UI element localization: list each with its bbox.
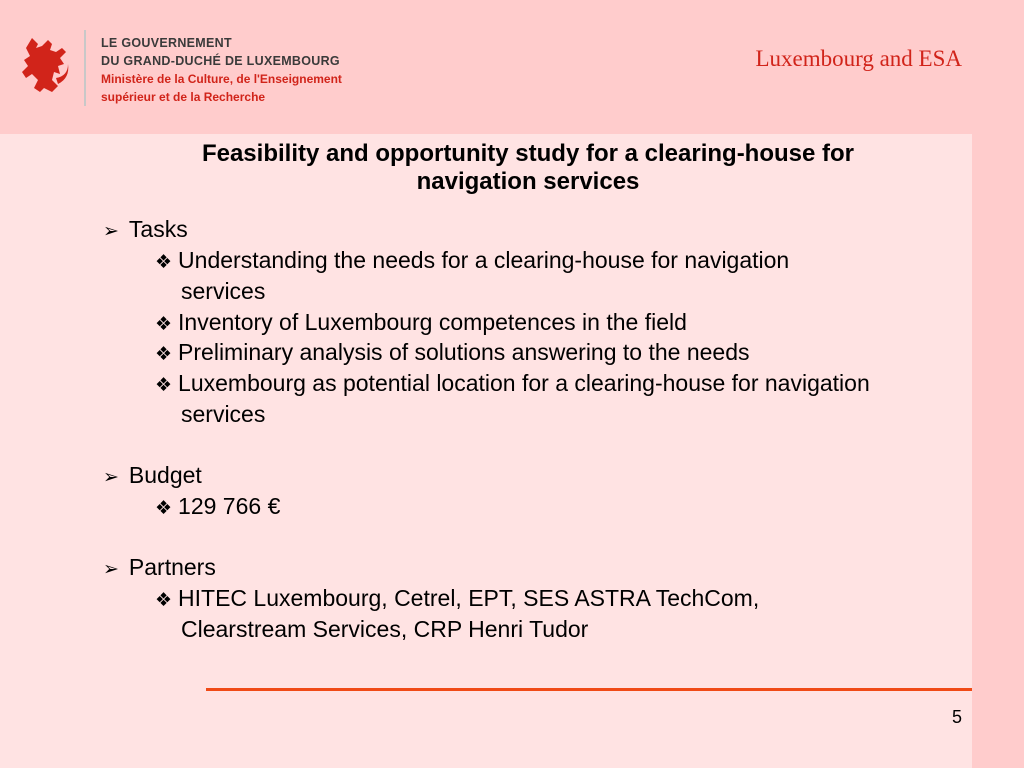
gov-line-1: LE GOUVERNEMENT [101, 36, 232, 50]
arrow-bullet-icon: ➢ [103, 221, 119, 242]
ministry-line-1: Ministère de la Culture, de l'Enseignement [101, 72, 342, 86]
partners-line-1: HITEC Luxembourg, Cetrel, EPT, SES ASTRA TechCom, [178, 585, 760, 611]
slide-title-line-1: Feasibility and opportunity study for a clearing-house for [201, 140, 855, 167]
red-lion-icon [18, 34, 72, 96]
partners-label: Partners [128, 554, 216, 580]
task-4-line-2: services [181, 401, 266, 427]
page-number: 5 [951, 707, 962, 727]
footer-divider [206, 688, 972, 691]
header-divider [84, 30, 86, 106]
arrow-bullet-icon: ➢ [103, 559, 119, 580]
slide-header [0, 0, 1024, 134]
bullet-tasks [103, 214, 188, 247]
bullet-partners [103, 552, 216, 585]
task-1-line-2: services [181, 278, 266, 304]
partners-line-2: Clearstream Services, CRP Henri Tudor [181, 616, 589, 642]
budget-value: 129 766 € [178, 493, 281, 519]
sub-bullet-task-1 [155, 245, 789, 278]
diamond-bullet-icon: ❖ [155, 344, 173, 365]
bullet-budget [103, 460, 202, 493]
sub-bullet-partners [155, 583, 759, 616]
slide-title [90, 140, 966, 196]
sub-bullet-task-3 [155, 337, 750, 370]
task-4-line-1: Luxembourg as potential location for a clearing-house for navigation [178, 370, 870, 396]
task-2-text: Inventory of Luxembourg competences in the field [178, 309, 687, 335]
task-1-line-1: Understanding the needs for a clearing-house for navigation [178, 247, 790, 273]
sub-bullet-task-2 [155, 307, 687, 340]
budget-label: Budget [128, 462, 202, 488]
header-title: Luxembourg and ESA [755, 46, 962, 71]
ministry-line-2: supérieur et de la Recherche [101, 90, 266, 104]
diamond-bullet-icon: ❖ [155, 498, 173, 519]
diamond-bullet-icon: ❖ [155, 252, 173, 273]
task-3-text: Preliminary analysis of solutions answering to the needs [178, 339, 750, 365]
diamond-bullet-icon: ❖ [155, 590, 173, 611]
sub-bullet-budget [155, 491, 280, 524]
slide-title-line-2: navigation services [416, 168, 640, 195]
sub-bullet-task-4 [155, 368, 870, 401]
diamond-bullet-icon: ❖ [155, 375, 173, 396]
government-block [101, 34, 342, 106]
diamond-bullet-icon: ❖ [155, 314, 173, 335]
gov-line-2: DU GRAND-DUCHÉ DE LUXEMBOURG [101, 54, 340, 68]
arrow-bullet-icon: ➢ [103, 467, 119, 488]
tasks-label: Tasks [128, 216, 188, 242]
